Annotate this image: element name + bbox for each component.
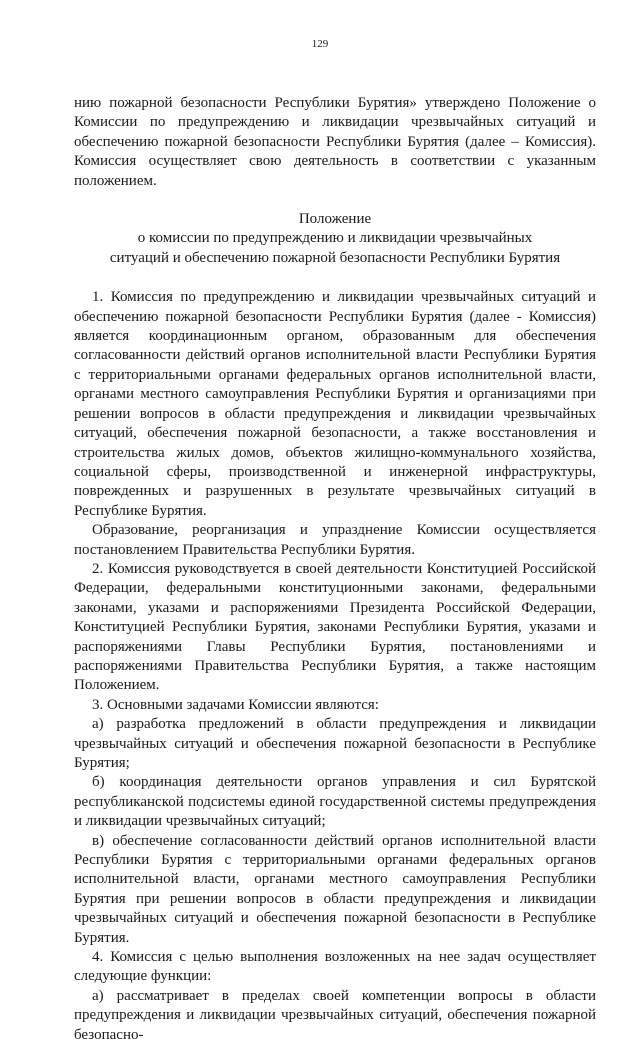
- page-number: 129: [311, 38, 329, 50]
- heading-subtitle-line-1: о комиссии по предупреждению и ликвидации чрезвычайных: [137, 230, 533, 247]
- heading-title: Положение: [298, 211, 372, 228]
- paragraph-clause-2: 2. Комиссия руководствуется в своей деятельности Конституцией Российской Федерации, федеральными конституционными законами, федеральными законами, указами и распоряжениями Президента Российской Федерации, Конституцией Республики Бурятия, законами Республики Бурятия, указами и распоряжениями Главы Республики Бурятия, постановлениями и распоряжениями Правительства Республики Бурятия, а также настоящим Положением.: [74, 560, 596, 694]
- intro-paragraph: нию пожарной безопасности Республики Бурятия» утверждено Положение о Комиссии по предупреждению и ликвидации чрезвычайных ситуаций и обеспечению пожарной безопасности Республики Бурятия (далее – Комиссия). Комиссия осуществляет свою деятельность в соответствии с указанным положением.: [74, 95, 596, 189]
- paragraph-clause-1: 1. Комиссия по предупреждению и ликвидации чрезвычайных ситуаций и обеспечению пожарной безопасности Республики Бурятия (далее - Комиссия) является координационным органом, образованным для обеспечения согласованности действий органов исполнительной власти Республики Бурятия с территориальными органами федеральных органов исполнительной власти, органами местного самоуправления Республики Бурятия и организациями при решении вопросов в области предупреждения и ликвидации чрезвычайных ситуаций, обеспечения пожарной безопасности, а также восстановления и строительства жилых домов, объектов жилищно-коммунального хозяйства, социальной сферы, производственной и инженерной инфраструктуры, поврежденных и разрушенных в результате чрезвычайных ситуаций в Республике Бурятия.: [74, 289, 596, 519]
- paragraph-formation: Образование, реорганизация и упразднение Комиссии осуществляется постановлением Правительства Республики Бурятия.: [74, 522, 596, 558]
- document-body: [74, 94, 596, 1045]
- paragraph-clause-4: 4. Комиссия с целью выполнения возложенных на нее задач осуществляет следующие функции:: [74, 949, 596, 985]
- regulation-heading: [74, 210, 596, 268]
- paragraph-task-a: а) разработка предложений в области предупреждения и ликвидации чрезвычайных ситуаций и обеспечения пожарной безопасности в Республике Бурятия;: [74, 716, 596, 771]
- paragraph-task-c: в) обеспечение согласованности действий органов исполнительной власти Республики Бурятия с территориальными органами федеральных органов исполнительной власти, органами местного самоуправления Республики Бурятия при решении вопросов в области предупреждения и ликвидации чрезвычайных ситуаций и обеспечения пожарной безопасности в Республике Бурятия.: [74, 832, 596, 946]
- heading-subtitle-line-2: ситуаций и обеспечению пожарной безопасности Республики Бурятия: [109, 249, 561, 266]
- paragraph-task-b: б) координация деятельности органов управления и сил Бурятской республиканской подсистемы единой государственной системы предупреждения и ликвидации чрезвычайных ситуаций;: [74, 774, 596, 830]
- paragraph-clause-3: 3. Основными задачами Комиссии являются:: [92, 696, 379, 713]
- paragraph-function-a: а) рассматривает в пределах своей компетенции вопросы в области предупреждения и ликвидации чрезвычайных ситуаций, обеспечения пожарной безопасно-: [74, 987, 596, 1043]
